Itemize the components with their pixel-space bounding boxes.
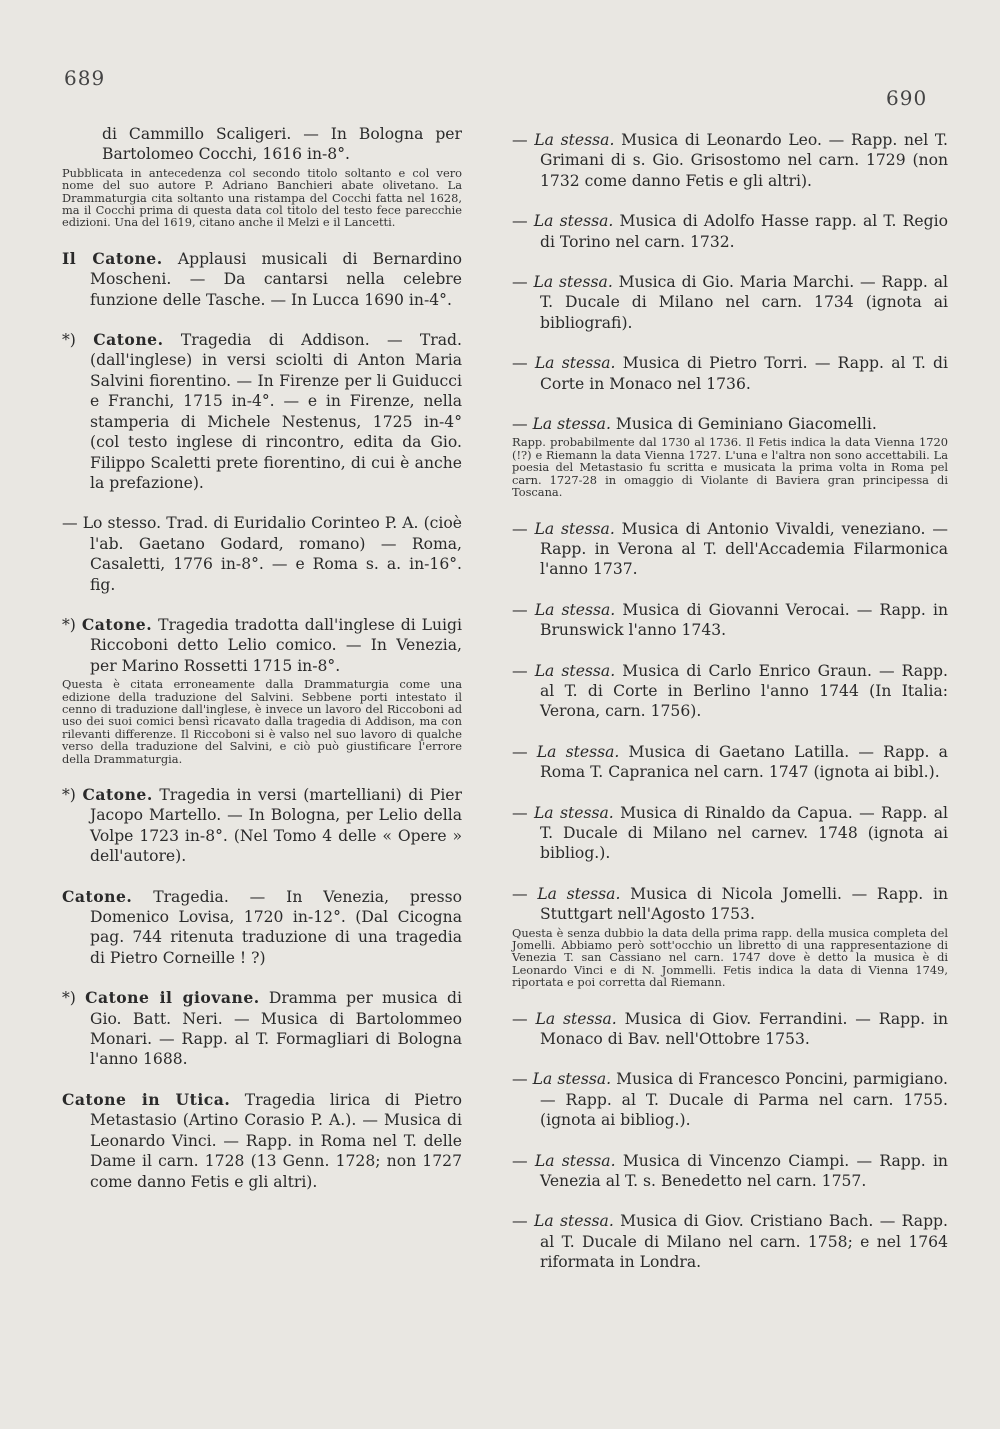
entry-body: Dramma per musica di Gio. Batt. Neri. — Musica di Bartolommeo Monari. — Rapp. al T. Formagliari di Bologna l'anno 1688. <box>90 989 462 1069</box>
entry-text <box>512 1211 948 1272</box>
left-column <box>62 124 462 1212</box>
entry-text <box>512 884 948 925</box>
entry-body: Musica di Nicola Jomelli. — Rapp. in Stuttgart nell'Agosto 1753. <box>540 884 948 924</box>
entry-lead: La stessa. <box>533 803 614 822</box>
catalog-entry <box>512 130 948 191</box>
entry-lead: La stessa. <box>534 661 616 680</box>
entry-prefix: — <box>512 884 538 903</box>
entry-text <box>62 988 462 1070</box>
entry-note: Questa è senza dubbio la data della prima rapp. della musica completa del Jomelli. Abbiamo però sott'occhio un libretto di una rappresentazione di Venezia T. san Cassiano nel carn. 1747 dove è detto la musica è di Leonardo Vinci e di N. Jommelli. Fetis indica la data di Vienna 1749, riportata e poi corretta dal Riemann. <box>512 925 948 990</box>
catalog-entry <box>62 887 462 969</box>
entry-body: Musica di Leonardo Leo. — Rapp. nel T. Grimani di s. Gio. Grisostomo nel carn. 1729 (non 1732 come danno Fetis e gli altri). <box>540 131 948 190</box>
entry-body: Musica di Antonio Vivaldi, veneziano. — Rapp. in Verona al T. dell'Accademia Filarmonica l'anno 1737. <box>540 519 948 579</box>
entry-lead: La stessa. <box>533 212 614 231</box>
entry-text <box>512 414 948 434</box>
entry-text <box>512 519 948 580</box>
catalog-entry <box>62 988 462 1070</box>
entry-body: Musica di Adolfo Hasse rapp. al T. Regio di Torino nel carn. 1732. <box>540 212 948 251</box>
catalog-entry <box>62 513 462 595</box>
entry-prefix: — <box>512 1212 534 1231</box>
catalog-entry <box>512 414 948 498</box>
catalog-entry <box>62 1090 462 1192</box>
entry-body: Applausi musicali di Bernardino Moscheni. — Da cantarsi nella celebre funzione delle Tasche. — In Lucca 1690 in-4°. <box>90 249 462 309</box>
catalog-entry <box>512 519 948 580</box>
catalog-entry <box>512 742 948 783</box>
catalog-entry <box>512 1211 948 1272</box>
entry-title: Catone. <box>62 886 133 906</box>
entry-text: di Cammillo Scaligeri. — In Bologna per Bartolomeo Cocchi, 1616 in-8°. <box>102 125 462 164</box>
entry-prefix: — <box>512 1009 536 1028</box>
entry-lead: La stessa. <box>534 354 616 373</box>
entry-text <box>62 249 462 310</box>
entry-title: Il Catone. <box>62 248 163 268</box>
entry-text <box>512 742 948 783</box>
catalog-entry <box>512 884 948 989</box>
entry-text <box>512 272 948 333</box>
catalog-entry <box>512 211 948 252</box>
entry-lead: La stessa. <box>536 742 620 761</box>
entry-lead: La stessa. <box>537 884 621 903</box>
entry-text <box>62 887 462 969</box>
entry-title: Catone. <box>81 614 153 634</box>
entry-text <box>512 600 948 641</box>
entry-lead: La stessa. <box>532 1070 612 1089</box>
entry-body: Tragedia tradotta dall'inglese di Luigi Riccoboni detto Lelio comico. — In Venezia, per Marino Rossetti 1715 in-8°. <box>90 615 462 675</box>
entry-text <box>512 1009 948 1050</box>
entry-body: Musica di Gaetano Latilla. — Rapp. a Roma T. Capranica nel carn. 1747 (ignota ai bibl.). <box>540 742 948 782</box>
entry-text <box>512 1151 948 1192</box>
entry-prefix: — <box>512 803 534 822</box>
entry-lead: La stessa. <box>534 131 615 149</box>
entry-prefix: *) <box>62 989 86 1008</box>
entry-text <box>62 330 462 493</box>
entry-note: Questa è citata erroneamente dalla Drammaturgia come una edizione della traduzione del Salvini. Sebbene porti intestato il cenno di traduzione dall'inglese, è invece un lavoro del Riccoboni ad uso dei suoi comici bensì ricavato dalla tragedia di Addison, ma con rilevanti differenze. Il Riccoboni si è valso nel suo lavoro di qualche verso della traduzione del Salvini, e ciò può giustificare l'errore della Drammaturgia. <box>62 677 462 766</box>
entry-prefix: — <box>512 600 535 619</box>
entry-body: Musica di Vincenzo Ciampi. — Rapp. in Venezia al T. s. Benedetto nel carn. 1757. <box>540 1151 948 1191</box>
entry-lead: La stessa. <box>532 415 611 434</box>
entry-prefix: — <box>512 742 537 761</box>
entry-text <box>512 1069 948 1130</box>
entry-prefix: — <box>512 273 534 292</box>
entry-prefix: *) <box>62 786 83 804</box>
catalog-entry <box>512 272 948 333</box>
entry-body: Musica di Geminiano Giacomelli. <box>610 415 877 434</box>
page-number-right: 690 <box>886 86 928 110</box>
right-column <box>512 130 948 1293</box>
entry-title: Catone in Utica. <box>62 1089 231 1109</box>
entry-prefix: — <box>512 131 535 149</box>
entry-prefix: — <box>512 354 535 373</box>
entry-body: Musica di Giovanni Verocai. — Rapp. in Brunswick l'anno 1743. <box>540 600 948 640</box>
entry-body: Musica di Giov. Ferrandini. — Rapp. in Monaco di Bav. nell'Ottobre 1753. <box>540 1009 948 1049</box>
catalog-entry <box>512 1009 948 1050</box>
entry-body: Tragedia in versi (martelliani) di Pier Jacopo Martello. — In Bologna, per Lelio della Volpe 1723 in-8°. (Nel Tomo 4 delle « Opere » dell'autore). <box>90 786 462 866</box>
entry-prefix: — <box>512 661 535 680</box>
entry-prefix: *) <box>62 615 82 634</box>
entry-lead: La stessa. <box>534 1151 616 1170</box>
entry-prefix: *) <box>62 331 94 350</box>
catalog-entry <box>62 785 462 867</box>
entry-body: Musica di Francesco Poncini, parmigiano. — Rapp. al T. Ducale di Parma nel carn. 1755. (ignota ai bibliog.). <box>540 1070 948 1130</box>
entry-text <box>512 661 948 722</box>
catalog-entry <box>62 330 462 493</box>
entry-prefix: — <box>512 415 533 434</box>
entry-body: Musica di Gio. Maria Marchi. — Rapp. al T. Ducale di Milano nel carn. 1734 (ignota ai bibliografi). <box>540 273 948 332</box>
catalog-entry <box>512 661 948 722</box>
entry-title: Catone. <box>93 330 164 350</box>
catalog-entry <box>62 615 462 765</box>
catalog-entry <box>512 353 948 394</box>
entry-text <box>62 513 462 595</box>
entry-body: Lo stesso. Trad. di Euridalio Corinteo P. A. (cioè l'ab. Gaetano Godard, romano) — Roma, Casaletti, 1776 in-8°. — e Roma s. a. in-16°. fig. <box>82 514 462 594</box>
entry-lead: La stessa. <box>533 273 613 292</box>
entry-prefix: — <box>62 514 83 533</box>
catalog-entry <box>512 803 948 864</box>
entry-text <box>512 130 948 191</box>
entry-title: Catone. <box>82 785 153 804</box>
entry-note: Pubblicata in antecedenza col secondo titolo soltanto e col vero nome del suo autore P. Adriano Banchieri abate olivetano. La Drammaturgia cita soltanto una ristampa del Cocchi fatta nel 1628, ma il Cocchi prima di questa data col titolo del testo fece parecchie edizioni. Una del 1619, citano anche il Melzi e il Lancetti. <box>62 165 462 230</box>
entry-lead: La stessa. <box>534 519 615 538</box>
entry-lead: La stessa. <box>534 600 616 619</box>
entry-prefix: — <box>512 1070 533 1089</box>
entry-body: Musica di Giov. Cristiano Bach. — Rapp. al T. Ducale di Milano nel carn. 1758; e nel 1764 riformata in Londra. <box>540 1212 948 1272</box>
entry-body: Tragedia lirica di Pietro Metastasio (Artino Corasio P. A.). — Musica di Leonardo Vinci. — Rapp. in Roma nel T. delle Dame il carn. 1728 (13 Genn. 1728; non 1727 come danno Fetis e gli altri). <box>90 1090 462 1191</box>
entry-lead: La stessa. <box>533 1212 614 1231</box>
catalog-entry <box>512 1069 948 1130</box>
entry-text <box>512 353 948 394</box>
catalog-entry <box>62 124 462 229</box>
entry-body: Musica di Pietro Torri. — Rapp. al T. di Corte in Monaco nel 1736. <box>540 354 948 393</box>
entry-text <box>62 1090 462 1192</box>
entry-text <box>512 211 948 252</box>
entry-body: Musica di Rinaldo da Capua. — Rapp. al T. Ducale di Milano nel carnev. 1748 (ignota ai bibliog.). <box>540 803 948 863</box>
entry-prefix: — <box>512 212 534 231</box>
entry-text <box>62 785 462 867</box>
page-number-left: 689 <box>64 66 106 90</box>
entry-prefix: — <box>512 519 535 538</box>
entry-title: Catone il giovane. <box>85 988 260 1008</box>
catalog-entry <box>512 600 948 641</box>
entry-text <box>512 803 948 864</box>
entry-body: Tragedia. — In Venezia, presso Domenico Lovisa, 1720 in-12°. (Dal Cicogna pag. 744 ritenuta traduzione di una tragedia di Pietro Corneille ! ?) <box>90 887 462 967</box>
catalog-entry <box>62 249 462 310</box>
entry-lead: La stessa. <box>535 1009 617 1028</box>
catalog-entry <box>512 1151 948 1192</box>
entry-text <box>62 615 462 676</box>
entry-body: Musica di Carlo Enrico Graun. — Rapp. al T. di Corte in Berlino l'anno 1744 (In Italia: Verona, carn. 1756). <box>540 661 948 721</box>
entry-prefix: — <box>512 1151 535 1170</box>
entry-note: Rapp. probabilmente dal 1730 al 1736. Il Fetis indica la data Vienna 1720 (!?) e Riemann la data Vienna 1727. L'una e l'altra non sono accettabili. La poesia del Metastasio fu scritta e musicata la prima volta in Roma pel carn. 1727-28 in omaggio di Violante di Baviera gran principessa di Toscana. <box>512 435 948 500</box>
entry-body: Tragedia di Addison. — Trad. (dall'inglese) in versi sciolti di Anton Maria Salvini fiorentino. — In Firenze per li Guiducci e Franchi, 1715 in-4°. — e in Firenze, nella stamperia di Michele Nestenus, 1725 in-4° (col testo inglese di rincontro, edita da Gio. Filippo Scaletti prete fiorentino, di cui è anche la prefazione). <box>90 331 462 492</box>
